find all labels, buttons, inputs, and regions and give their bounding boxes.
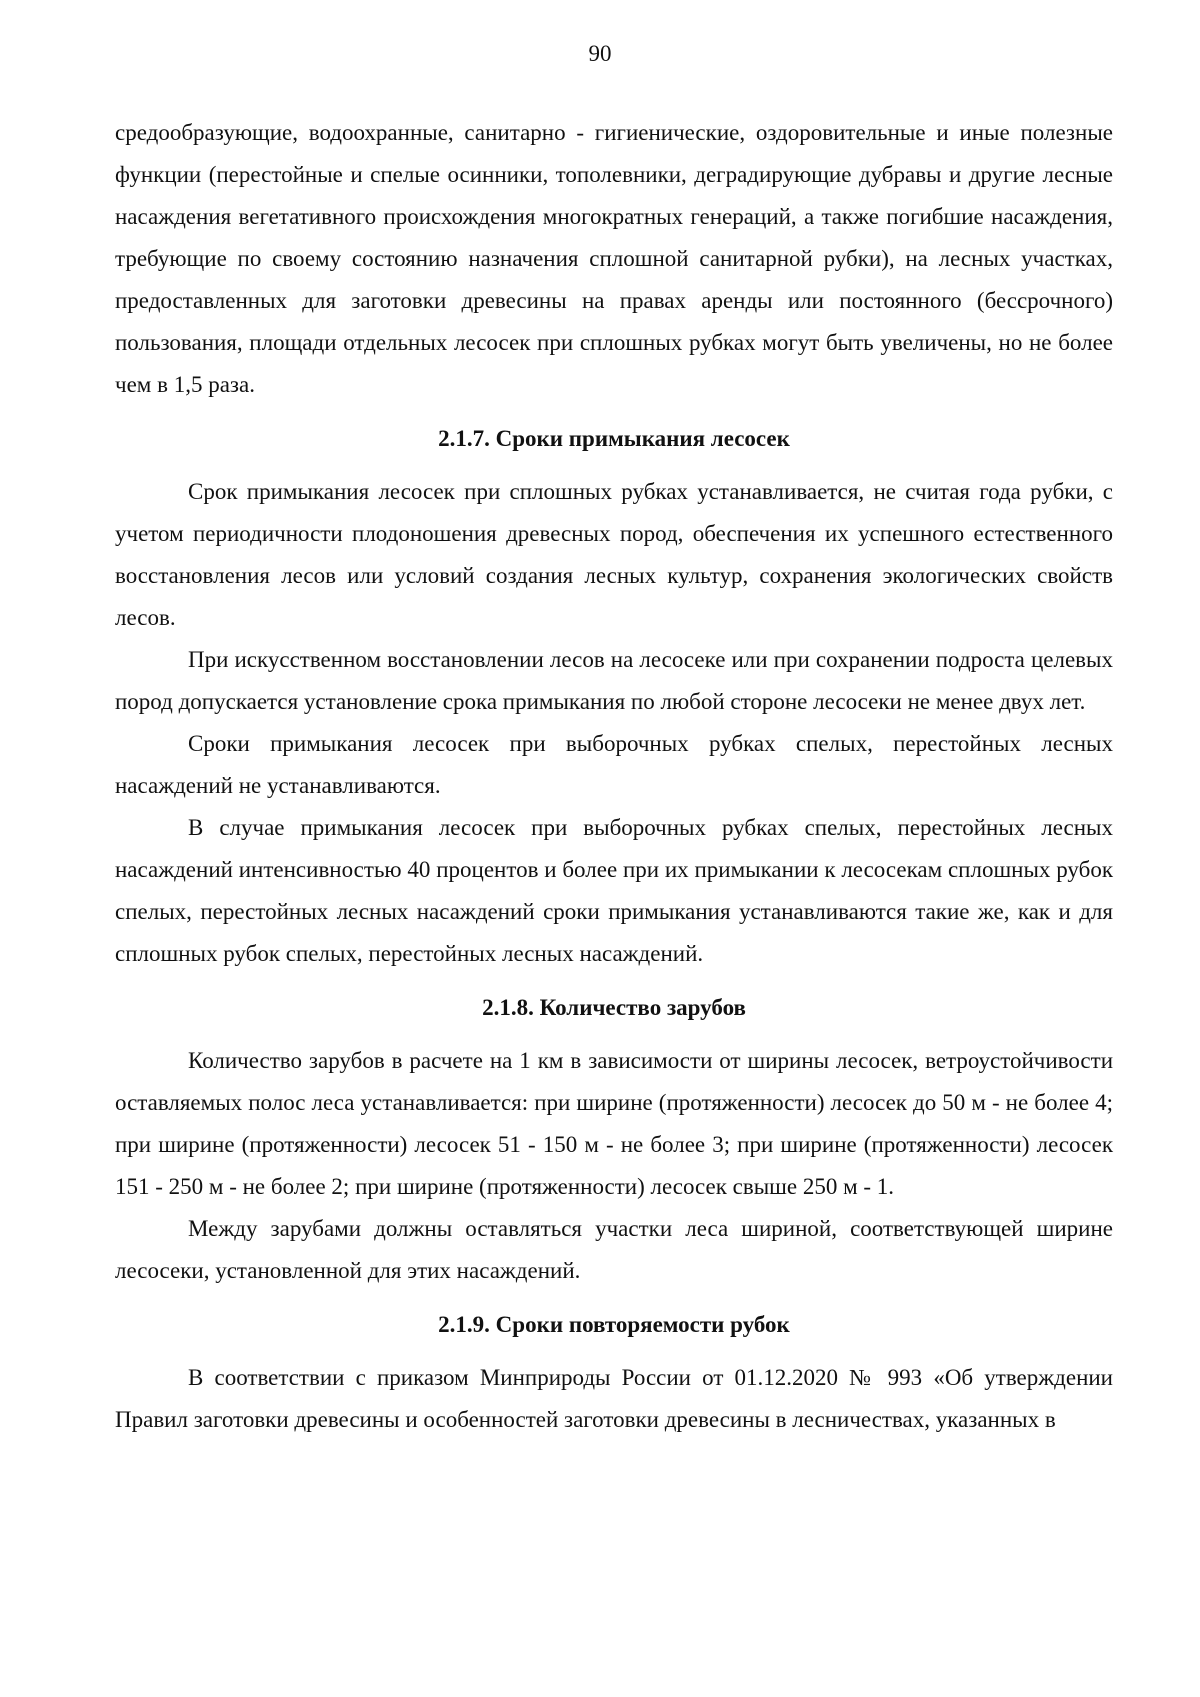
paragraph-cutting-adjacency-term: Срок примыкания лесосек при сплошных рубках устанавливается, не считая года рубки, с учетом периодичности плодоношения древесных пород, обеспечения их успешного естественного восстановления лесов или условий создания лесных культур, сохранения экологических свойств лесов. <box>115 479 1113 630</box>
paragraph-artificial-restoration: При искусственном восстановлении лесов на лесосеке или при сохранении подроста целевых пород допускается установление срока примыкания по любой стороне лесосеки не менее двух лет. <box>115 647 1113 714</box>
paragraph-selective-cutting: Сроки примыкания лесосек при выборочных рубках спелых, перестойных лесных насаждений не устанавливаются. <box>115 731 1113 798</box>
section-heading-2-1-9: 2.1.9. Сроки повторяемости рубок <box>438 1312 790 1337</box>
page-number: 90 <box>588 41 612 66</box>
section-heading-2-1-8: 2.1.8. Количество зарубов <box>482 995 746 1020</box>
page-body <box>115 112 1113 1441</box>
paragraph-adjacency-intensity: В случае примыкания лесосек при выборочных рубках спелых, перестойных лесных насаждений интенсивностью 40 процентов и более при их примыкании к лесосекам сплошных рубок спелых, перестойных лесных насаждений сроки примыкания устанавливаются такие же, как и для сплошных рубок спелых, перестойных лесных насаждений. <box>115 815 1113 966</box>
paragraph-notch-count: Количество зарубов в расчете на 1 км в зависимости от ширины лесосек, ветроустойчивости оставляемых полос леса устанавливается: при ширине (протяженности) лесосек до 50 м - не более 4; при ширине (протяженности) лесосек 51 - 150 м - не более 3; при ширине (протяженности) лесосек 151 - 250 м - не более 2; при ширине (протяженности) лесосек свыше 250 м - 1. <box>115 1048 1113 1199</box>
paragraph-continuation: средообразующие, водоохранные, санитарно - гигиенические, оздоровительные и иные полезные функции (перестойные и спелые осинники, тополевники, деградирующие дубравы и другие лесные насаждения вегетативного происхождения многократных генераций, а также погибшие насаждения, требующие по своему состоянию назначения сплошной санитарной рубки), на лесных участках, предоставленных для заготовки древесины на правах аренды или постоянного (бессрочного) пользования, площади отдельных лесосек при сплошных рубках могут быть увеличены, но не более чем в 1,5 раза. <box>115 120 1113 397</box>
paragraph-order-reference: В соответствии с приказом Минприроды России от 01.12.2020 № 993 «Об утверждении Правил заготовки древесины и особенностей заготовки древесины в лесничествах, указанных в <box>115 1365 1113 1432</box>
paragraph-between-notches: Между зарубами должны оставляться участки леса шириной, соответствующей ширине лесосеки, установленной для этих насаждений. <box>115 1216 1113 1283</box>
section-heading-2-1-7: 2.1.7. Сроки примыкания лесосек <box>438 426 790 451</box>
